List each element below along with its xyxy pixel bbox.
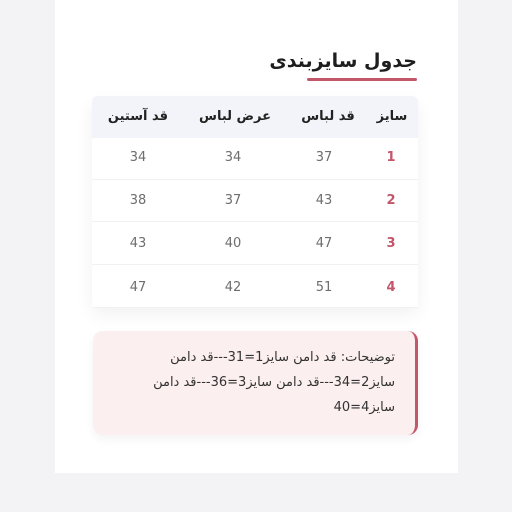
cell-size: 4 bbox=[386, 280, 396, 295]
cell-length: 51 bbox=[315, 280, 333, 295]
cell-width: 34 bbox=[224, 150, 242, 165]
cell-width: 40 bbox=[224, 236, 242, 251]
cell-length: 37 bbox=[315, 150, 333, 165]
cell-width: 37 bbox=[224, 193, 242, 208]
header-size: سایز bbox=[376, 109, 408, 124]
cell-length: 47 bbox=[315, 236, 333, 251]
header-width: عرض لباس bbox=[199, 109, 271, 124]
cell-size: 3 bbox=[386, 236, 396, 251]
cell-sleeve: 34 bbox=[129, 150, 147, 165]
cell-size: 1 bbox=[386, 150, 396, 165]
header-sleeve: قد آستین bbox=[107, 109, 168, 124]
size-notes-box bbox=[93, 331, 418, 435]
cell-length: 43 bbox=[315, 193, 333, 208]
cell-width: 42 bbox=[224, 280, 242, 295]
title-underline bbox=[307, 78, 417, 81]
header-length: قد لباس bbox=[301, 109, 355, 124]
size-notes-text: توضیحات: قد دامن سایز1=31---قد دامن سایز2=34---قد دامن سایز3=36---قد دامن سایز4=40 bbox=[153, 350, 395, 415]
cell-sleeve: 47 bbox=[129, 280, 147, 295]
cell-size: 2 bbox=[386, 193, 396, 208]
page-title: جدول سایزبندی bbox=[269, 50, 417, 72]
cell-sleeve: 38 bbox=[129, 193, 147, 208]
cell-sleeve: 43 bbox=[129, 236, 147, 251]
